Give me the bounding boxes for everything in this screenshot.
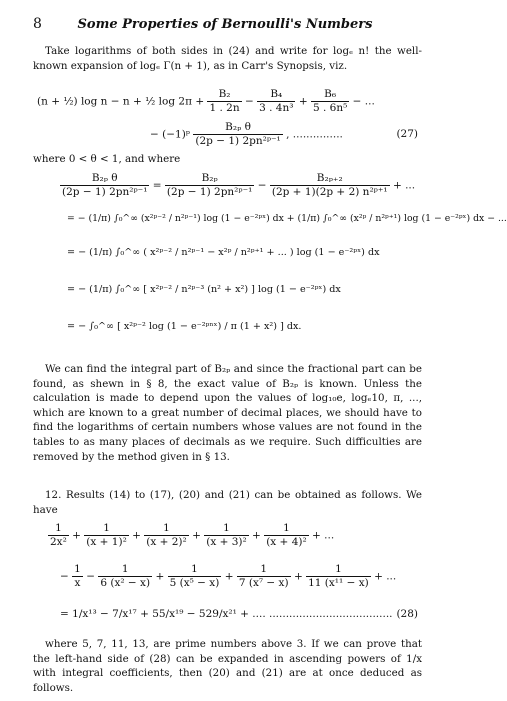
equation-27-line-2: − (−1)ᵖ $\frac{\text{B₂ₚ θ}}{\text{(2p − 1) 2pn²ᵖ⁻¹}}$ , ............... bbox=[150, 121, 343, 147]
fraction: $\frac{1}{\text{2x²}}$ bbox=[50, 522, 67, 548]
page-number: 8 bbox=[33, 16, 42, 32]
running-header bbox=[33, 16, 417, 34]
paragraph-primes: where 5, 7, 11, 13, are prime numbers above 3. If we can prove that the left-hand side of (28) can be expanded in ascending powers of 1/x with integral coefficients, then (20) and (21) are at once deduced as follows. bbox=[33, 638, 422, 694]
equation-28-row-1: $\frac{1}{\text{2x²}}$ + $\frac{1}{\text{(x + 1)²}}$ + $\frac{1}{\text{(x + 2)²}}$ + $\frac{1}{\text{(x + 3)²}}$ + $\frac{1}{\text{(x + 4)²}}$ + ... bbox=[50, 522, 335, 548]
fraction: $\frac{1}{\text{6 (x² − x)}}$ bbox=[100, 563, 151, 589]
fraction: $\frac{1}{\text{11 (x¹¹ − x)}}$ bbox=[308, 563, 369, 589]
equation-integral-line-3: = − (1/π) ∫₀^∞ [ x²ᵖ⁻² / n²ᵖ⁻³ (n² + x²) ] log (1 − e⁻²ᵖˣ) dx bbox=[67, 284, 341, 295]
fraction: $\frac{1}{x}$ bbox=[74, 563, 81, 589]
equation-number-27: (27) bbox=[396, 128, 418, 140]
equation-27-line-1: (n + ½) log n − n + ½ log 2π + $\frac{\text{B₂}}{1 . 2n}$ − $\frac{\text{B₄}}{\text{3 . 4n³}}$ + $\frac{\text{B₆}}{\text{5 . 6n⁵}}$ − ... bbox=[37, 88, 375, 114]
equation-integral-line-1: = − (1/π) ∫₀^∞ (x²ᵖ⁻² / n²ᵖ⁻¹) log (1 − e⁻²ᵖˣ) dx + (1/π) ∫₀^∞ (x²ᵖ / n²ᵖ⁺¹) log (1 − e⁻²ᵖˣ) dx − ... bbox=[67, 213, 507, 224]
paragraph-where: where 0 < θ < 1, and where bbox=[33, 153, 181, 165]
fraction: $\frac{1}{\text{(x + 2)²}}$ bbox=[146, 522, 187, 548]
fraction: $\frac{\text{B₆}}{\text{5 . 6n⁵}}$ bbox=[312, 88, 348, 114]
equation-integral-line-4: = − ∫₀^∞ [ x²ᵖ⁻² log (1 − e⁻²ᵖⁿˣ) / π (1 + x²) ] dx. bbox=[67, 321, 302, 332]
fraction: $\frac{\text{B₂ₚ θ}}{\text{(2p − 1) 2pn²ᵖ⁻¹}}$ bbox=[195, 121, 281, 147]
fraction: $\frac{\text{B₄}}{\text{3 . 4n³}}$ bbox=[259, 88, 294, 114]
fraction: $\frac{1}{\text{(x + 1)²}}$ bbox=[86, 522, 127, 548]
paragraph-intro: Take logarithms of both sides in (24) and write for logₑ n! the well-known expansion of logₑ Γ(n + 1), as in Carr's Synopsis, viz. bbox=[33, 45, 422, 72]
fraction: $\frac{\text{B₂ₚ}}{\text{(2p − 1) 2pn²ᵖ⁻¹}}$ bbox=[166, 172, 253, 198]
paragraph-integral-part: We can find the integral part of B₂ₚ and since the fractional part can be found, as shewn in § 8, the exact value of B₂ₚ is known. Unless the calculation is made to depend upon the values of log₁₀e, logₑ10, π, ..., which are known to a great number of decimal places, we should have to find the logarithms of certain numbers whose values are not found in the tables to as many places of decimals as we require. Such difficulties are removed by the method given in § 13. bbox=[33, 363, 422, 463]
equation-bernoulli-remainder: $\frac{\text{B₂ₚ θ}}{\text{(2p − 1) 2pn²ᵖ⁻¹}}$ = $\frac{\text{B₂ₚ}}{\text{(2p − 1) 2pn²ᵖ⁻¹}}$ − $\frac{\text{B₂ₚ₊₂}}{\text{(2p + 1)(2p + 2) n²ᵖ⁺¹}}$ + ... bbox=[62, 172, 416, 198]
equation-28-row-3: = 1/x¹³ − 7/x¹⁷ + 55/x¹⁹ − 529/x²¹ + .... ..................................... bbox=[60, 608, 393, 620]
equation-28-row-2: − $\frac{1}{x}$ − $\frac{1}{\text{6 (x² − x)}}$ + $\frac{1}{\text{5 (x⁵ − x)}}$ + $\frac{1}{\text{7 (x⁷ − x)}}$ + $\frac{1}{\text{11 (x¹¹ − x)}}$ + ... bbox=[60, 563, 397, 589]
fraction: $\frac{1}{\text{(x + 3)²}}$ bbox=[206, 522, 247, 548]
fraction: $\frac{1}{\text{7 (x⁷ − x)}}$ bbox=[238, 563, 289, 589]
equation-number-28: (28) bbox=[396, 608, 418, 620]
paragraph-section-12: 12. Results (14) to (17), (20) and (21) can be obtained as follows. We have bbox=[33, 489, 422, 516]
fraction: $\frac{\text{B₂}}{1 . 2n}$ bbox=[209, 88, 240, 114]
running-title: Some Properties of Bernoulli's Numbers bbox=[77, 17, 373, 32]
fraction: $\frac{\text{B₂ₚ₊₂}}{\text{(2p + 1)(2p + 2) n²ᵖ⁺¹}}$ bbox=[271, 172, 388, 198]
fraction: $\frac{1}{\text{5 (x⁵ − x)}}$ bbox=[169, 563, 220, 589]
equation-integral-line-2: = − (1/π) ∫₀^∞ ( x²ᵖ⁻² / n²ᵖ⁻¹ − x²ᵖ / n²ᵖ⁺¹ + ... ) log (1 − e⁻²ᵖˣ) dx bbox=[67, 247, 380, 258]
fraction: $\frac{\text{B₂ₚ θ}}{\text{(2p − 1) 2pn²ᵖ⁻¹}}$ bbox=[62, 172, 148, 198]
fraction: $\frac{1}{\text{(x + 4)²}}$ bbox=[266, 522, 307, 548]
